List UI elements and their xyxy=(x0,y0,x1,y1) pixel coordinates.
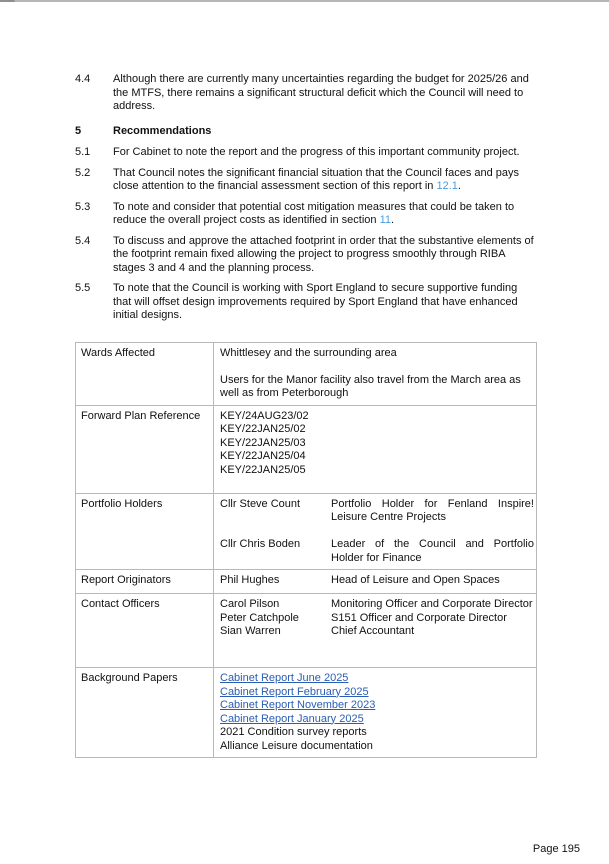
document-body xyxy=(75,73,537,758)
paragraph-text xyxy=(113,201,534,228)
person-role: Portfolio Holder for Fenland Inspire! Leisure Centre Projects xyxy=(331,497,534,523)
person-name: Cllr Chris Boden xyxy=(220,538,301,550)
person-role: Chief Accountant xyxy=(331,625,415,637)
row-report-originators xyxy=(76,569,536,593)
contact-entry xyxy=(220,598,534,612)
wards-line-1: Whittlesey and the surrounding area xyxy=(220,346,397,359)
portfolio-entry xyxy=(220,498,534,525)
paragraph-number: 4.4 xyxy=(75,73,91,85)
paragraph-text: To discuss and approve the attached footprint in order that the substantive elements of the footprint remain fixed allowing the project to progress smoothly through RIBA stages 3 and 4 and the planning process. xyxy=(113,234,534,274)
paragraph-5-3 xyxy=(75,201,537,228)
paragraph-number: 5.2 xyxy=(75,166,91,179)
forward-plan-ref: KEY/22JAN25/05 xyxy=(220,463,306,476)
paragraph-number: 5.4 xyxy=(75,234,91,247)
cell-label: Background Papers xyxy=(76,668,214,757)
person-name: Sian Warren xyxy=(220,625,281,637)
info-table xyxy=(75,342,537,759)
forward-plan-ref: KEY/22JAN25/04 xyxy=(220,450,306,462)
blank-line xyxy=(220,360,532,374)
cell-label: Report Originators xyxy=(76,570,214,593)
cell-value xyxy=(214,668,536,757)
portfolio-entry xyxy=(220,538,534,565)
paragraph-text: To note that the Council is working with Sport England to secure supportive funding that will offset design improvements required by Sport England that have enhanced initial designs. xyxy=(113,282,518,321)
contact-entry xyxy=(220,625,534,639)
cell-value xyxy=(214,494,538,570)
page-footer xyxy=(533,843,580,857)
section-link-12-1[interactable]: 12.1 xyxy=(436,180,458,192)
paragraph-5-4 xyxy=(75,235,537,276)
paragraph-5-1 xyxy=(75,146,537,160)
originator-entry xyxy=(220,574,534,588)
page-number-label: Page 195 xyxy=(532,843,580,855)
link-cabinet-report-november-2023[interactable]: Cabinet Report November 2023 xyxy=(220,699,376,711)
link-cabinet-report-june-2025[interactable]: Cabinet Report June 2025 xyxy=(220,672,349,684)
paragraph-text: Although there are currently many uncertainties regarding the budget for 2025/26 and the MTFS, there remains a significant structural deficit which the Council will need to address. xyxy=(113,73,529,112)
person-role: S151 Officer and Corporate Director xyxy=(331,611,507,624)
row-forward-plan-reference xyxy=(76,405,536,493)
person-role: Leader of the Council and Portfolio Holder for Finance xyxy=(331,538,534,564)
cell-value xyxy=(214,570,538,593)
paragraph-number: 5.5 xyxy=(75,282,91,294)
cell-label: Wards Affected xyxy=(76,343,214,405)
paragraph-5-2 xyxy=(75,167,537,194)
paragraph-number: 5.1 xyxy=(75,146,91,158)
row-contact-officers xyxy=(76,593,536,667)
section-title: Recommendations xyxy=(113,124,212,137)
paragraph-text-pre: That Council notes the significant financial situation that the Council faces and pays close attention to the financial assessment section of this report in xyxy=(113,166,520,192)
paragraph-text-post: . xyxy=(391,214,395,226)
person-role: Monitoring Officer and Corporate Director xyxy=(331,598,533,610)
paragraph-4-4 xyxy=(75,73,537,114)
cell-value xyxy=(214,406,536,493)
paragraph-text: For Cabinet to note the report and the progress of this important community project. xyxy=(113,146,520,158)
forward-plan-ref: KEY/22JAN25/03 xyxy=(220,436,306,449)
cell-value xyxy=(214,343,536,405)
cell-label: Forward Plan Reference xyxy=(76,406,214,493)
link-cabinet-report-february-2025[interactable]: Cabinet Report February 2025 xyxy=(220,685,369,698)
cell-label: Contact Officers xyxy=(76,594,214,667)
person-name: Phil Hughes xyxy=(220,574,280,586)
background-paper-item: 2021 Condition survey reports xyxy=(220,726,367,738)
section-number: 5 xyxy=(75,124,82,137)
row-portfolio-holders xyxy=(76,493,536,570)
cell-value xyxy=(214,594,538,667)
row-wards-affected xyxy=(76,343,536,405)
person-name: Carol Pilson xyxy=(220,598,280,610)
person-name: Cllr Steve Count xyxy=(220,497,301,510)
section-link-11[interactable]: 11 xyxy=(379,214,392,226)
forward-plan-ref: KEY/24AUG23/02 xyxy=(220,409,309,422)
contact-entry xyxy=(220,612,534,626)
background-paper-item: Alliance Leisure documentation xyxy=(220,739,373,752)
link-cabinet-report-january-2025[interactable]: Cabinet Report January 2025 xyxy=(220,712,364,725)
paragraph-text-pre: To note and consider that potential cost mitigation measures that could be taken to reduce the overall project costs as identified in section xyxy=(113,200,515,226)
cell-label: Portfolio Holders xyxy=(76,494,214,570)
person-role: Head of Leisure and Open Spaces xyxy=(331,574,500,586)
wards-line-2: Users for the Manor facility also travel from the March area as well as from Peterborough xyxy=(220,373,521,399)
row-background-papers xyxy=(76,667,536,757)
person-name: Peter Catchpole xyxy=(220,611,299,624)
paragraph-text-post: . xyxy=(457,180,461,192)
forward-plan-ref: KEY/22JAN25/02 xyxy=(220,423,306,435)
paragraph-text xyxy=(113,167,534,194)
page-top-edge xyxy=(0,0,609,2)
section-heading-recommendations xyxy=(75,125,537,139)
paragraph-5-5 xyxy=(75,282,537,323)
paragraph-number: 5.3 xyxy=(75,200,91,213)
